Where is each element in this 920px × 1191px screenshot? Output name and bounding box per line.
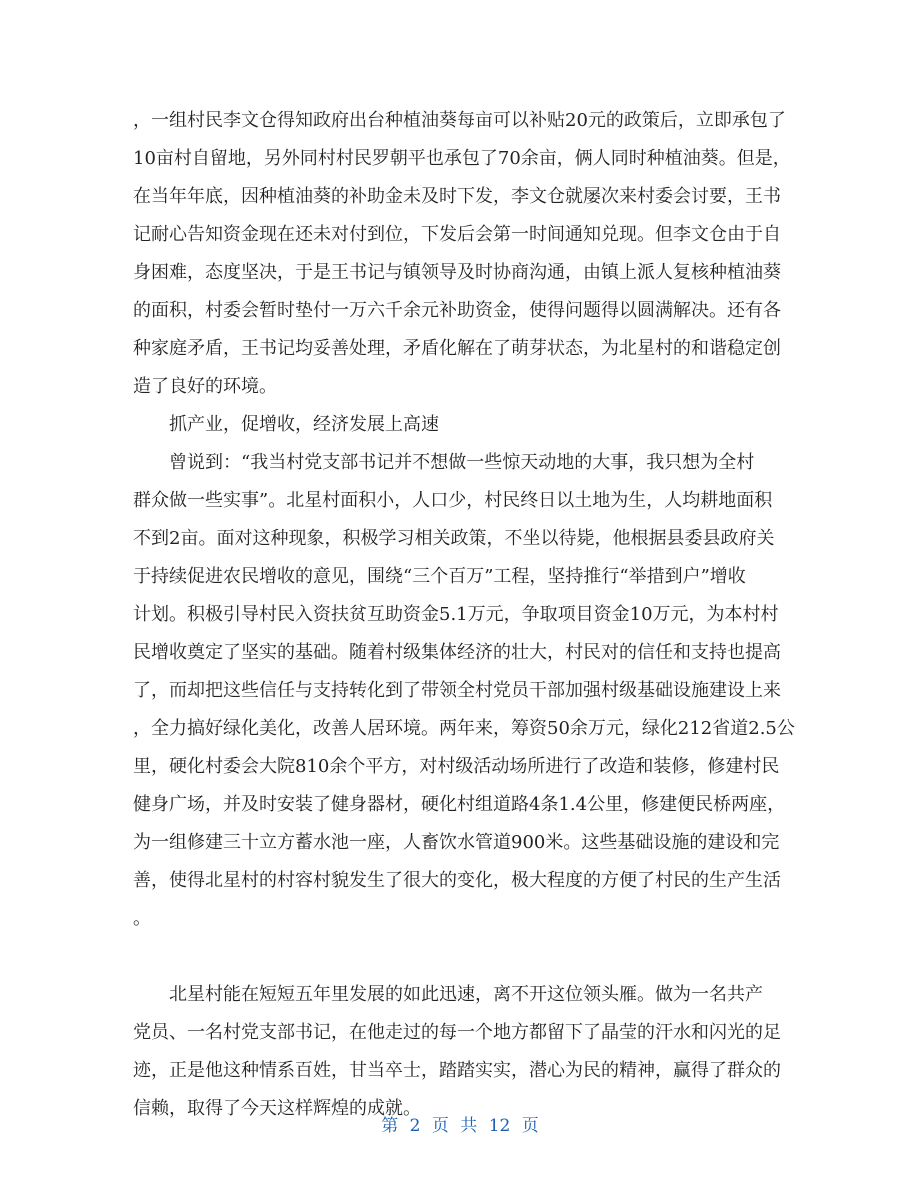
paragraph-spacer — [133, 938, 799, 976]
text-line: 计划。积极引导村民入资扶贫互助资金5.1万元，争取项目资金10万元，为本村村 — [133, 604, 779, 625]
text-line: 种家庭矛盾，王书记均妥善处理，矛盾化解在了萌芽状态，为北星村的和谐稳定创 — [133, 338, 781, 359]
text-line: 里，硬化村委会大院810余个平方，对村级活动场所进行了改造和装修，修建村民 — [133, 756, 780, 777]
text-line: 信赖，取得了今天这样辉煌的成就。 — [133, 1098, 421, 1119]
footer-page-word: 页 — [431, 1116, 449, 1136]
text-line: ，一组村民李文仓得知政府出台种植油葵每亩可以补贴20元的政策后，立即承包了 — [133, 110, 786, 131]
footer-total-word: 共 — [460, 1116, 478, 1136]
paragraph — [133, 102, 799, 406]
text-line: 记耐心告知资金现在还未对付到位，下发后会第一时间通知兑现。但李文仓由于自 — [133, 224, 781, 245]
heading-line: 抓产业，促增收，经济发展上高速 — [133, 414, 439, 435]
paragraph — [133, 976, 799, 1128]
text-line: ，全力搞好绿化美化，改善人居环境。两年来，筹资50余万元，绿化212省道2.5公 — [133, 718, 795, 739]
current-page-number: 2 — [409, 1116, 421, 1136]
text-line: 的面积，村委会暂时垫付一万六千余元补助资金，使得问题得以圆满解决。还有各 — [133, 300, 781, 321]
text-line: 身困难，态度坚决，于是王书记与镇领导及时协商沟通，由镇上派人复核种植油葵 — [133, 262, 781, 283]
text-line: 。 — [133, 908, 151, 929]
footer-suffix: 页 — [521, 1116, 539, 1136]
text-line: 曾说到：“我当村党支部书记并不想做一些惊天动地的大事，我只想为全村 — [133, 452, 755, 473]
section-heading — [133, 406, 799, 444]
text-line: 在当年年底，因种植油葵的补助金未及时下发，李文仓就屡次来村委会讨要，王书 — [133, 186, 781, 207]
text-line: 健身广场，并及时安装了健身器材，硬化村组道路4条1.4公里，修建便民桥两座， — [133, 794, 786, 815]
document-body — [133, 102, 799, 1128]
paragraph — [133, 444, 799, 938]
text-line: 善，使得北星村的村容村貌发生了很大的变化，极大程度的方便了村民的生产生活 — [133, 870, 781, 891]
text-line: 群众做一些实事”。北星村面积小，人口少，村民终日以土地为生，人均耕地面积 — [133, 490, 773, 511]
text-line: 北星村能在短短五年里发展的如此迅速，离不开这位领头雁。做为一名共产 — [133, 984, 763, 1005]
text-line: 不到2亩。面对这种现象，积极学习相关政策，不坐以待毙，他根据县委县政府关 — [133, 528, 775, 549]
text-line: 了，而却把这些信任与支持转化到了带领全村党员干部加强村级基础设施建设上来 — [133, 680, 781, 701]
total-page-count: 12 — [488, 1116, 511, 1136]
text-line: 10亩村自留地，另外同村村民罗朝平也承包了70余亩，俩人同时种植油葵。但是， — [133, 148, 791, 169]
footer-prefix: 第 — [381, 1116, 399, 1136]
text-line: 迹，正是他这种情系百姓，甘当卒士，踏踏实实，潜心为民的精神，赢得了群众的 — [133, 1060, 781, 1081]
text-line: 党员、一名村党支部书记，在他走过的每一个地方都留下了晶莹的汗水和闪光的足 — [133, 1022, 781, 1043]
text-line: 民增收奠定了坚实的基础。随着村级集体经济的壮大，村民对的信任和支持也提高 — [133, 642, 781, 663]
text-line: 为一组修建三十立方蓄水池一座，人畜饮水管道900米。这些基础设施的建设和完 — [133, 832, 780, 853]
page-footer — [0, 1111, 920, 1141]
text-line: 造了良好的环境。 — [133, 376, 277, 397]
text-line: 于持续促进农民增收的意见，围绕“三个百万”工程，坚持推行“举措到户”增收 — [133, 566, 746, 587]
